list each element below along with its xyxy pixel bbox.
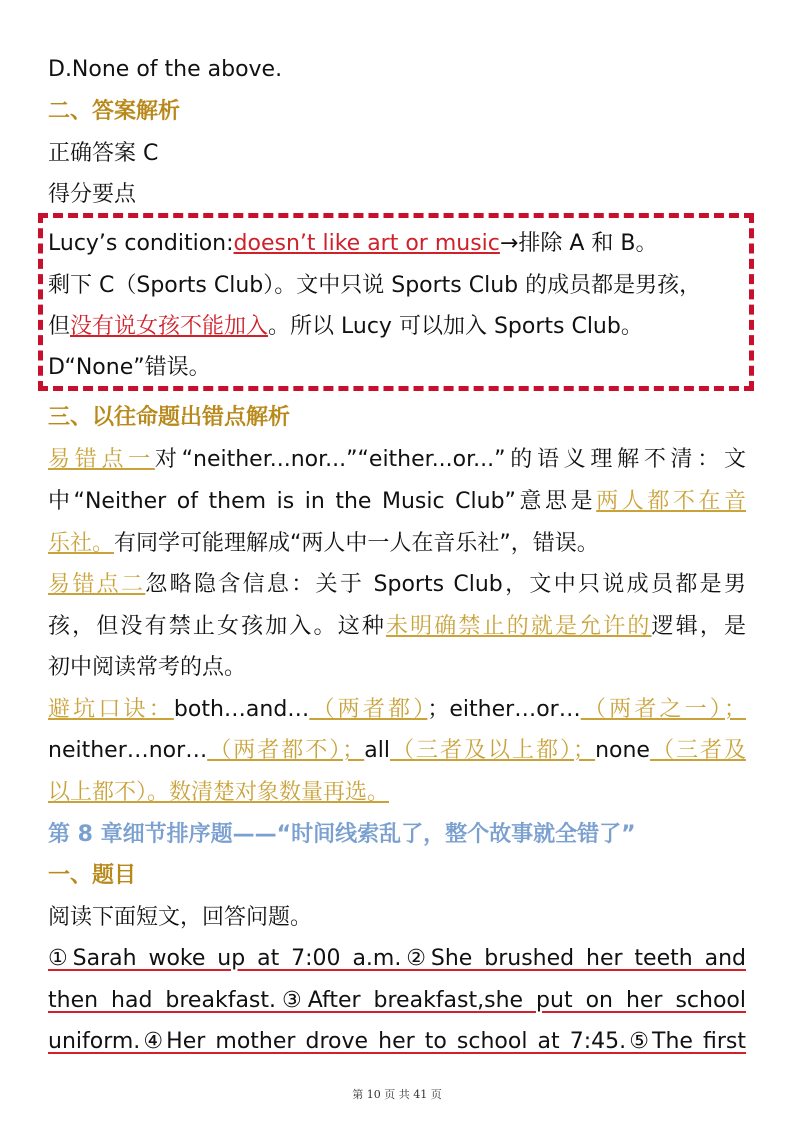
correct-answer-text: 正确答案 C [48, 141, 159, 166]
error-point-1-line-1 [48, 445, 746, 475]
tip-neither-meaning: （两者都不）； [207, 738, 365, 763]
page-number-footer: 第 10 页 共 41 页 [352, 1088, 442, 1101]
tip-both-meaning: （两者都） [309, 697, 428, 722]
error-point-1-line-2 [48, 487, 746, 517]
tip-either-or: ；either…or… [427, 697, 581, 722]
tip-label: 避坑口诀： [48, 697, 174, 722]
tip-both-and: both…and… [173, 697, 310, 722]
passage-line-2: then had breakfast.③After breakfast,she put on her school [48, 988, 746, 1013]
error-point-2-line-2 [48, 612, 746, 642]
option-d-text: D.None of the above. [48, 57, 283, 82]
lucy-condition-highlight: doesn’t like art or music [233, 231, 500, 256]
implicit-permission-highlight: 未明确禁止的就是允许的 [385, 614, 652, 639]
neither-meaning-highlight-1: 两人都不在音 [596, 489, 746, 514]
chapter-heading: 第 8 章细节排序题——“时间线索乱了，整个故事就全错了” [48, 822, 636, 847]
lucy-condition-label: Lucy’s condition: [48, 231, 234, 256]
error-point-1-label: 易错点一 [48, 447, 155, 472]
box-line-2: 剩下 C（Sports Club）。文中只说 Sports Club 的成员都是男孩， [48, 273, 702, 298]
section-heading-answer-analysis: 二、答案解析 [48, 99, 181, 124]
tip-neither-nor: neither…nor… [48, 738, 208, 763]
error-point-2-cont: 孩，但没有禁止女孩加入。这种 [48, 614, 386, 639]
exclude-ab-text: →排除 A 和 B。 [499, 231, 658, 256]
tip-line-3: 以上都不）。数清楚对象数量再选。 [48, 780, 390, 805]
tip-all-meaning: （三者及以上都）； [389, 738, 596, 763]
error-point-2-line-1 [48, 570, 746, 600]
girls-not-forbidden-highlight: 没有说女孩不能加入 [70, 314, 269, 339]
error-point-1-explanation: 中“Neither of them is in the Music Club”意思是 [48, 489, 597, 514]
box-line-3-start: 但 [48, 314, 71, 339]
tip-line-2 [48, 736, 746, 766]
scoring-points-label: 得分要点 [48, 182, 137, 207]
box-line-3-end: 。所以 Lucy 可以加入 Sports Club。 [268, 314, 643, 339]
box-line-1 [48, 229, 657, 259]
error-point-2-text: 忽略隐含信息：关于 Sports Club，文中只说成员都是男 [145, 572, 746, 597]
error-point-2-end: 逻辑，是 [651, 614, 746, 639]
error-point-1-line-3 [48, 529, 599, 559]
error-point-2-label: 易错点二 [48, 572, 146, 597]
error-point-2-line-3: 初中阅读常考的点。 [48, 655, 247, 680]
misunderstanding-text: 有同学可能理解成“两人中一人在音乐社”，错误。 [114, 531, 599, 556]
passage-line-3: uniform.④Her mother drove her to school at 7:45.⑤The first [48, 1029, 746, 1054]
section-heading-past-errors: 三、以往命题出错点解析 [48, 405, 291, 430]
tip-all: all [364, 738, 390, 763]
error-point-1-text: 对“neither...nor...”“either...or...”的语义理解不清：文 [154, 447, 746, 472]
tip-either-meaning: （两者之一）； [580, 697, 746, 722]
box-line-4: D“None”错误。 [48, 355, 211, 380]
reading-instruction: 阅读下面短文，回答问题。 [48, 905, 313, 930]
tip-none-meaning-start: （三者及 [649, 738, 746, 763]
tip-line-1 [48, 695, 746, 725]
tip-none: none [595, 738, 650, 763]
box-line-3 [48, 312, 643, 342]
neither-meaning-highlight-2: 乐社。 [48, 531, 115, 556]
section-heading-question: 一、题目 [48, 863, 137, 888]
passage-line-1: ①Sarah woke up at 7:00 a.m.②She brushed her teeth and [48, 946, 746, 971]
